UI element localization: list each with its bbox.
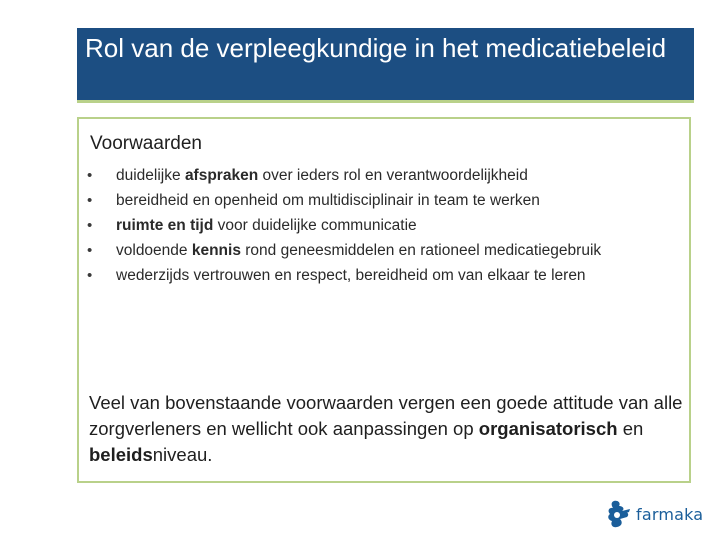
bullet-bold-text: ruimte en tijd <box>116 217 214 234</box>
list-item <box>79 265 691 287</box>
list-item <box>79 240 691 262</box>
bullet-text: over ieders rol en verantwoordelijkheid <box>258 167 528 184</box>
bullet-dot: • <box>87 167 93 184</box>
list-item <box>79 215 691 237</box>
bullet-dot: • <box>87 267 93 284</box>
bullet-text: rond geneesmiddelen en rationeel medicatiegebruik <box>240 242 602 259</box>
farmaka-logo <box>605 497 703 531</box>
content-box <box>77 117 691 483</box>
paragraph-text: en <box>617 418 644 439</box>
paragraph-text: Veel van bovenstaande voorwaarden vergen een goede attitude van alle zorgverleners en wellicht ook aanpassingen op <box>89 392 683 439</box>
bullet-text: duidelijke <box>116 167 185 184</box>
paragraph-bold-text: beleids <box>89 444 153 465</box>
paragraph-text: niveau. <box>152 444 213 465</box>
list-item <box>79 165 691 187</box>
farmaka-logo-icon <box>605 499 633 529</box>
bullet-text: bereidheid en openheid om multidisciplinair in team te werken <box>116 192 540 209</box>
conclusion-paragraph <box>89 390 685 468</box>
bullet-bold-text: kennis <box>191 242 241 259</box>
bullet-list <box>79 165 691 287</box>
title-bar <box>77 28 694 103</box>
paragraph-bold-text: organisatorisch <box>478 418 618 439</box>
bullet-text: voor duidelijke communicatie <box>213 217 417 234</box>
bullet-text: voldoende <box>116 242 192 259</box>
bullet-text: wederzijds vertrouwen en respect, bereidheid om van elkaar te leren <box>116 267 586 284</box>
bullet-dot: • <box>87 217 93 234</box>
logo-text: farmaka <box>636 504 704 524</box>
slide-title: Rol van de verpleegkundige in het medicatiebeleid <box>85 33 667 63</box>
bullet-dot: • <box>87 242 93 259</box>
bullet-bold-text: afspraken <box>184 167 259 184</box>
section-heading: Voorwaarden <box>90 133 202 154</box>
list-item <box>79 190 691 212</box>
bullet-dot: • <box>87 192 93 209</box>
